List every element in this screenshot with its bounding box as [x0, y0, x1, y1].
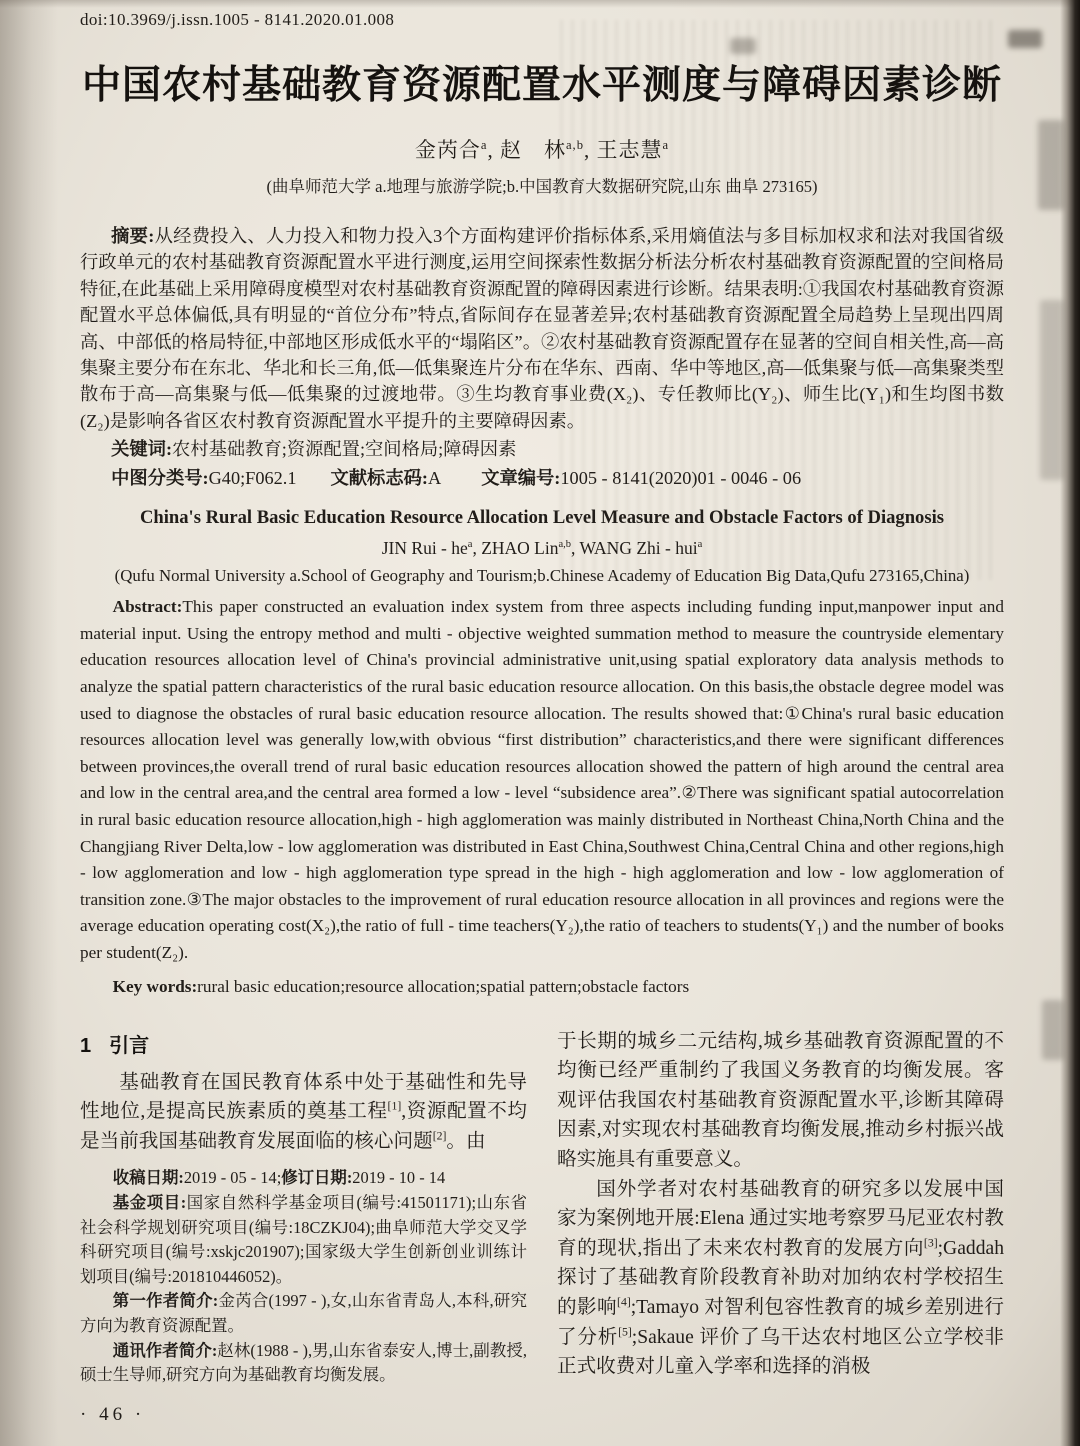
- section-title: 引言: [109, 1034, 150, 1057]
- footnote-text: 2019 - 05 - 14;: [183, 1168, 282, 1188]
- keywords-en: [80, 977, 1004, 997]
- footnote-text: 2019 - 10 - 14: [352, 1168, 446, 1188]
- footnote-text: 金芮合(1997 - ),女,山东省青岛人,本科,研究方向为教育资源配置。: [80, 1291, 527, 1335]
- keywords-text-cn: 农村基础教育;资源配置;空间格局;障碍因素: [172, 439, 517, 460]
- authors-cn: [80, 134, 1004, 164]
- clc-value: G40;F062.1: [208, 468, 297, 489]
- author-affil-mark: a: [662, 138, 670, 152]
- paper-title-cn: 中国农村基础教育资源配置水平测度与障碍因素诊断: [81, 64, 1002, 107]
- paper-title-en: China's Rural Basic Education Resource Allocation Level Measure and Obstacle Factors of Diagnosis: [139, 507, 944, 529]
- doi-line: doi:10.3969/j.issn.1005 - 8141.2020.01.008: [80, 10, 395, 29]
- classification-line: [80, 465, 1004, 491]
- author-affil-mark: a: [697, 539, 703, 551]
- body-paragraph: 国外学者对农村基础教育的研究多以发展中国家为案例地开展:Elena 通过实地考察罗马尼亚农村教育的现状,指出了未来农村教育的发展方向[3];Gaddah 探讨了基础教育阶段教育补助对加纳农村学校招生的影响[4];Tamayo 对智利包容性教育的城乡差别进行了分析[5];Sakaue 评价了乌干达农村地区公立学校非正式收费对儿童入学率和选择的消极: [557, 1178, 1005, 1378]
- keywords-text-en: rural basic education;resource allocation;spatial pattern;obstacle factors: [197, 976, 690, 996]
- authors-en: [80, 538, 1004, 559]
- keywords-label-en: Key words:: [112, 976, 198, 996]
- footnote-label: 通讯作者简介:: [112, 1340, 218, 1360]
- footnote-block: [80, 1166, 527, 1387]
- ink-smudge: [1008, 30, 1042, 48]
- author-name: 金芮合: [414, 138, 481, 162]
- body-paragraph: 基础教育在国民教育体系中处于基础性和先导性地位,是提高民族素质的奠基工程[1],资源配置不均是当前我国基础教育发展面临的核心问题[2]。由: [80, 1071, 527, 1152]
- author-separator: ,: [472, 538, 477, 559]
- author-separator: ,: [571, 538, 576, 559]
- footnote-text: 国家自然科学基金项目(编号:41501171);山东省社会科学规划研究项目(编号:18CZKJ04);曲阜师范大学交叉学科研究项目(编号:xskjc201907);国家级大学生创新创业训练计划项目(编号:201810446052)。: [80, 1192, 527, 1286]
- article-id-label: 文章编号:: [481, 468, 561, 489]
- author-name: WANG Zhi - hui: [579, 538, 698, 559]
- footnote-corresponding-author: [80, 1339, 527, 1388]
- abstract-label-cn: 摘要:: [111, 226, 155, 246]
- author-affil-mark: a,b: [558, 539, 572, 551]
- author-separator: ,: [487, 138, 494, 162]
- clc-label: 中图分类号:: [111, 468, 209, 489]
- right-column: [557, 1027, 1004, 1426]
- two-column-body: [80, 1027, 1004, 1426]
- page-shadow-left: [0, 0, 58, 1446]
- footnote-label: 第一作者简介:: [112, 1291, 219, 1311]
- section-heading: [80, 1029, 527, 1058]
- doc-code-label: 文献标志码:: [330, 468, 428, 489]
- book-gutter-edge: [1060, 0, 1080, 1446]
- author-affil-mark: a: [480, 138, 488, 152]
- abstract-label-en: Abstract:: [112, 597, 183, 617]
- left-column: [80, 1027, 527, 1426]
- author-separator: ,: [584, 138, 591, 162]
- author-affil-mark: a,b: [565, 138, 585, 152]
- abstract-text-en: This paper constructed an evaluation index system from three aspects including funding input,manpower input and material input. Using the entropy method and multi - objective weighted summation method to measure the countryside elementary education resources allocation level of China's provincial administrative unit,using spatial exploratory data analysis methods to analyze the spatial pattern characteristics of the rural basic education resource allocation. On this basis,the obstacle degree model was used to diagnose the obstacles of rural basic education resource allocation. The results showed that:①China's rural basic education resources allocation level was generally low,with obvious “first distribution” characteristics,and there were significant differences between provinces,the overall trend of rural basic education resources allocation showed the pattern of high around the central area and low in the central area,and the central area formed a low - level “subsidence area”.②There was significant spatial autocorrelation in rural basic education resource allocation,high - high agglomeration was mainly distributed in Northeast China,North China and the Changjiang River Delta,low - low agglomeration was distributed in East China,Southwest China,Central China and other regions,high - low agglomeration and low - high agglomeration type spread in the high - high agglomeration and low - low agglomeration of transition zone.③The major obstacles to the improvement of rural education resource allocation in all provinces and regions were the average education operating cost(X₂),the ratio of full - time teachers(Y₂),the ratio of teachers to students(Y₁) and the number of books per student(Z₂).: [80, 597, 1004, 962]
- footnote-label: 收稿日期:: [112, 1168, 184, 1188]
- affiliation-en: (Qufu Normal University a.School of Geography and Tourism;b.Chinese Academy of Education Big Data,Qufu 273165,China): [114, 566, 970, 586]
- body-paragraph: 于长期的城乡二元结构,城乡基础教育资源配置的不均衡已经严重制约了我国义务教育的均衡发展。客观评估我国农村基础教育资源配置水平,诊断其障碍因素,对实现农村基础教育均衡发展,推动乡村振兴战略实施具有重要意义。: [557, 1030, 1004, 1170]
- page-shadow-top: [0, 0, 1080, 8]
- footnote-label: 修订日期:: [281, 1168, 353, 1188]
- author-name: 赵 林: [499, 138, 566, 162]
- keywords-cn: [80, 436, 1004, 462]
- abstract-text-cn: 从经费投入、人力投入和物力投入3个方面构建评价指标体系,采用熵值法与多目标加权求和法对我国省级行政单元的农村基础教育资源配置水平进行测度,运用空间探索性数据分析法分析农村基础教育资源配置的空间格局特征,在此基础上采用障碍度模型对农村基础教育资源配置的障碍因素进行诊断。结果表明:①我国农村基础教育资源配置水平总体偏低,具有明显的“首位分布”特点,省际间存在显著差异;农村基础教育资源配置全局趋势上呈现出四周高、中部低的格局特征,中部地区形成低水平的“塌陷区”。②农村基础教育资源配置存在显著的空间自相关性,高—高集聚主要分布在东北、华北和长三角,低—低集聚连片分布在华东、西南、华中等地区,高—低集聚与低—高集聚类型散布于高—高集聚与低—低集聚的过渡地带。③生均教育事业费(X₂)、专任教师比(Y₂)、师生比(Y₁)和生均图书数(Z₂)是影响各省区农村教育资源配置水平提升的主要障碍因素。: [80, 226, 1004, 431]
- author-affil-mark: a: [467, 539, 473, 551]
- footnote-text: 赵林(1988 - ),男,山东省泰安人,博士,副教授,硕士生导师,研究方向为基础教育均衡发展。: [80, 1340, 527, 1385]
- doc-code-value: A: [427, 468, 442, 489]
- author-name: ZHAO Lin: [481, 538, 559, 559]
- footnote-first-author: [80, 1289, 527, 1338]
- footnote-received: [80, 1166, 527, 1191]
- author-name: 王志慧: [596, 138, 663, 162]
- footnote-fund: [80, 1191, 527, 1289]
- keywords-label-cn: 关键词:: [111, 439, 173, 460]
- page-content: [80, 10, 1004, 1426]
- article-id-value: 1005 - 8141(2020)01 - 0046 - 06: [560, 468, 802, 489]
- section-number: 1: [80, 1034, 92, 1057]
- author-name: JIN Rui - he: [381, 538, 468, 559]
- abstract-en: [80, 594, 1004, 966]
- footnote-label: 基金项目:: [112, 1192, 187, 1212]
- abstract-cn: [80, 223, 1004, 434]
- affiliation-cn: (曲阜师范大学 a.地理与旅游学院;b.中国教育大数据研究院,山东 曲阜 273165): [266, 177, 818, 196]
- page-number: · 46 ·: [80, 1403, 146, 1425]
